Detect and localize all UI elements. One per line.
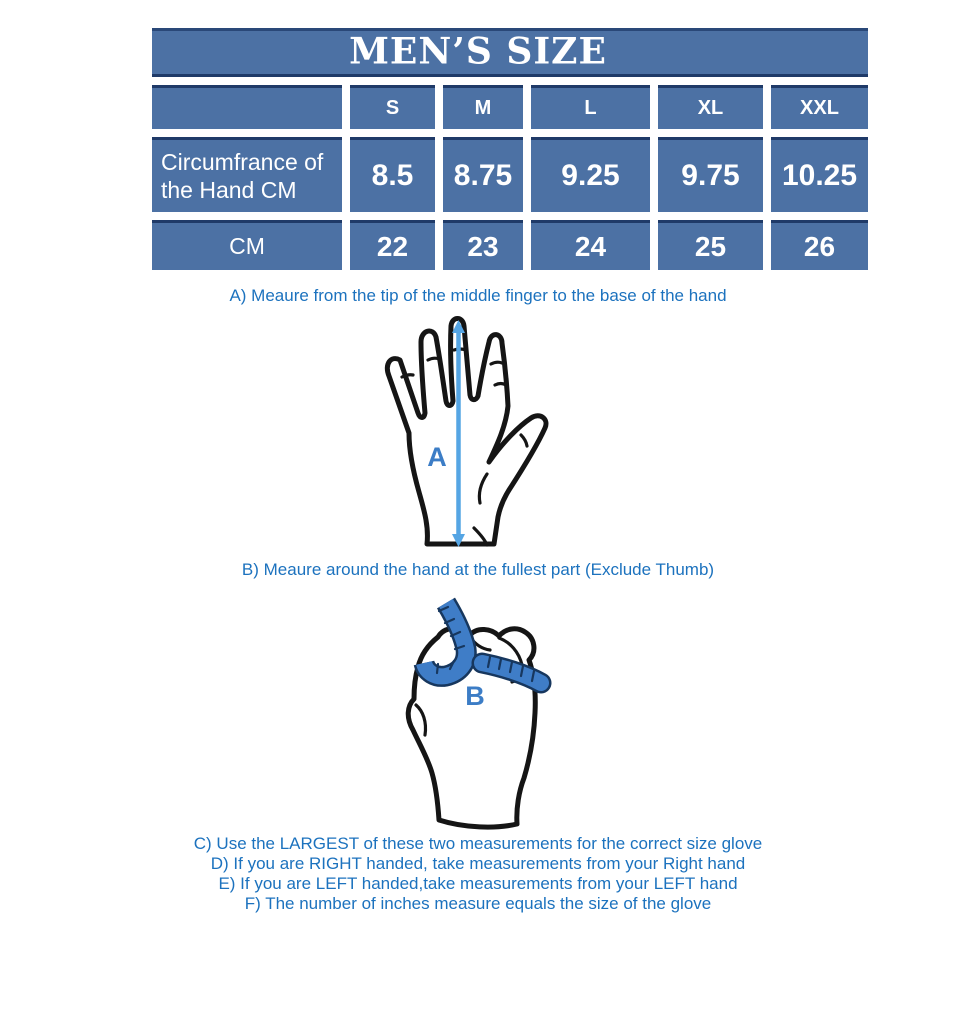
diagram-label-a: A [427,442,447,472]
col-header-s: S [350,85,435,129]
fist-illustration [380,589,600,831]
cm-value-s: 22 [350,220,435,270]
instruction-step-b: B) Meaure around the hand at the fullest part (Exclude Thumb) [241,560,715,579]
circumference-value-xl: 9.75 [658,137,763,212]
row-label-circumference: Circumfrance of the Hand CM [152,137,342,212]
col-header-l: L [531,85,650,129]
finger-crease [428,358,439,360]
cm-value-m: 23 [443,220,523,270]
circumference-value-xxl: 10.25 [771,137,868,212]
hand-outline [387,319,546,545]
cm-value-xxl: 26 [771,220,868,270]
table-title-banner [152,28,868,77]
cm-value-xl: 25 [658,220,763,270]
circumference-value-m: 8.75 [443,137,523,212]
note-e: E) If you are LEFT handed,take measurements from your LEFT hand [218,874,738,893]
table-title: MEN’S SIZE [349,29,607,72]
note-f: F) The number of inches measure equals the size of the glove [244,894,712,913]
instruction-step-a: A) Meaure from the tip of the middle finger to the base of the hand [229,286,727,305]
open-hand-illustration [358,314,598,549]
circumference-value-l: 9.25 [531,137,650,212]
circumference-value-s: 8.5 [350,137,435,212]
mens-size-table [152,28,872,270]
note-d: D) If you are RIGHT handed, take measurements from your Right hand [210,854,746,873]
corner-cell [152,85,342,129]
finger-crease [491,362,502,364]
finger-crease [402,375,413,377]
col-header-xxl: XXL [771,85,868,129]
notes-list [0,834,956,914]
cm-value-l: 24 [531,220,650,270]
col-header-m: M [443,85,523,129]
finger-crease [495,384,506,386]
col-header-xl: XL [658,85,763,129]
note-c: C) Use the LARGEST of these two measurements for the correct size glove [193,834,763,853]
diagram-label-b: B [465,681,485,711]
row-label-cm: CM [152,220,342,270]
